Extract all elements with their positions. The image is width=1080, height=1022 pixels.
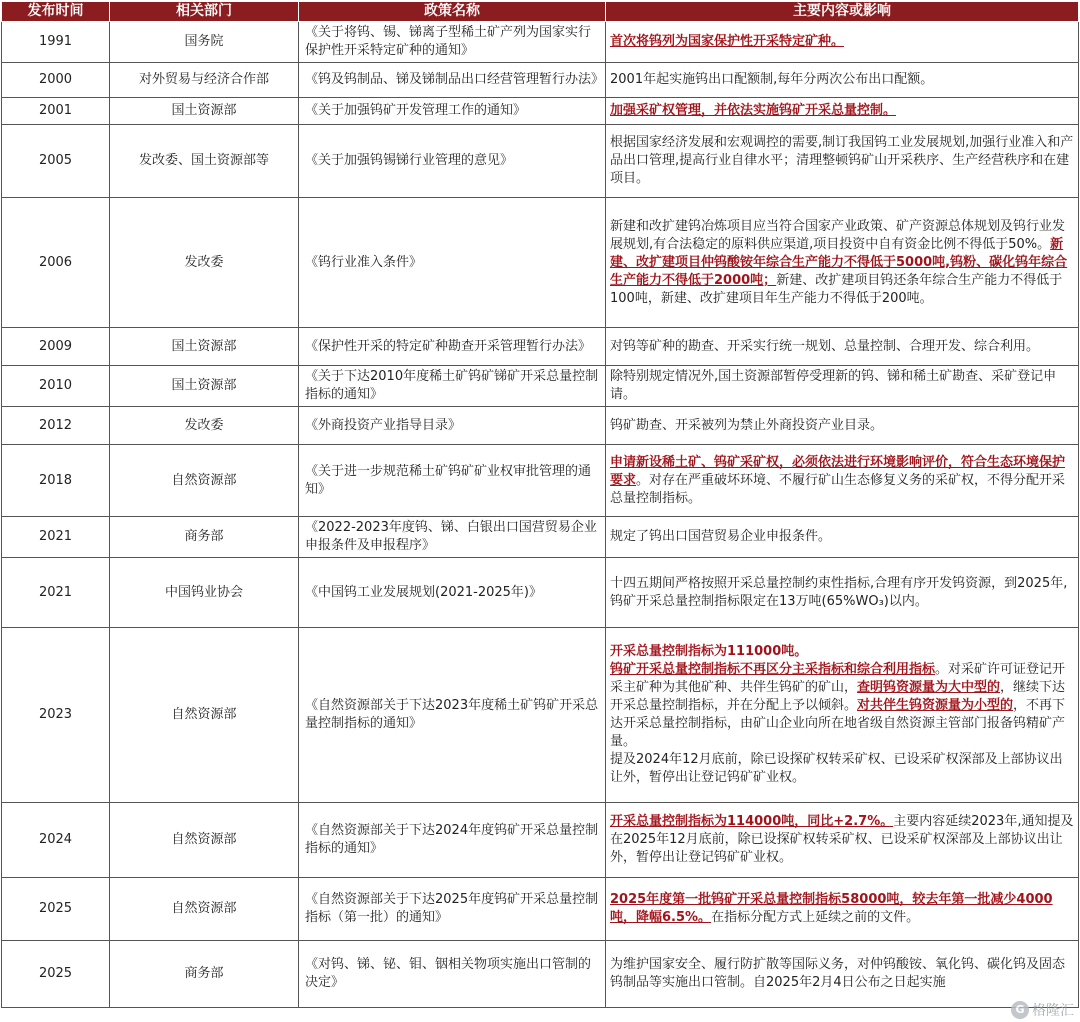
cell-year: 2021 — [2, 558, 110, 628]
table-row — [2, 22, 1079, 63]
cell-content — [606, 445, 1079, 517]
cell-policy-name: 《中国钨工业发展规划(2021-2025年)》 — [299, 558, 606, 628]
cell-content — [606, 941, 1079, 1008]
content-text: 主要内容延续2023年,通知提及在2025年12月底前，除已设探矿权转采矿权、已设采矿权深部及上部协议出让外，暂停出让登记钨矿矿业权。 — [610, 814, 1074, 865]
table-row — [2, 407, 1079, 445]
table-row — [2, 517, 1079, 558]
content-text: 。对存在严重破坏环境、不履行矿山生态修复义务的采矿权，不得分配开采总量控制指标。 — [610, 472, 1066, 506]
highlighted-text: 申请新设稀土矿、钨矿采矿权，必须依法进行环境影响评价，符合生态环境保护要求 — [610, 454, 1066, 488]
cell-department: 国土资源部 — [110, 98, 299, 125]
cell-year: 2012 — [2, 407, 110, 445]
cell-year: 1991 — [2, 22, 110, 63]
cell-policy-name: 《关于将钨、锡、锑离子型稀土矿产列为国家实行保护性开采特定矿种的通知》 — [299, 22, 606, 63]
cell-year: 2005 — [2, 125, 110, 198]
header-department: 相关部门 — [110, 2, 299, 22]
cell-content — [606, 517, 1079, 558]
cell-year: 2001 — [2, 98, 110, 125]
cell-department: 国土资源部 — [110, 328, 299, 366]
content-text: ，不再下达开采总量控制指标，由矿山企业向所在地省级自然资源主管部门报备钨精矿产量。 — [610, 698, 1066, 749]
content-text: 根据国家经济发展和宏观调控的需要,制订我国钨工业发展规划,加强行业准入和产品出口管理,提高行业自律水平；清理整顿钨矿山开采秩序、生产经营秩序和在建项目。 — [610, 135, 1074, 186]
header-policy-name: 政策名称 — [299, 2, 606, 22]
header-row — [2, 2, 1079, 22]
cell-content — [606, 22, 1079, 63]
cell-content — [606, 328, 1079, 366]
content-text: 2001年起实施钨出口配额制,每年分两次公布出口配额。 — [610, 72, 934, 87]
cell-policy-name: 《钨及钨制品、锑及锑制品出口经营管理暂行办法》 — [299, 63, 606, 98]
cell-content — [606, 558, 1079, 628]
cell-department: 发改委、国土资源部等 — [110, 125, 299, 198]
cell-department: 自然资源部 — [110, 628, 299, 803]
content-text: ，继续下达开采总量控制指标，并在分配上予以倾斜。 — [610, 680, 1066, 713]
cell-year: 2025 — [2, 878, 110, 941]
content-text: 。对采矿许可证登记开采主矿种为其他矿种、共伴生钨矿的矿山， — [610, 662, 1066, 695]
watermark-logo-icon: G — [1011, 1001, 1029, 1019]
content-text: 提及2024年12月底前，除已设探矿权转采矿权、已设采矿权深部及上部协议出让外，暂停出让登记钨矿矿业权。 — [610, 752, 1063, 785]
content-text: 规定了钨出口国营贸易企业申报条件。 — [610, 529, 832, 544]
cell-content — [606, 366, 1079, 407]
content-text: 钨矿勘查、开采被列为禁止外商投资产业目录。 — [610, 417, 884, 433]
cell-year: 2021 — [2, 517, 110, 558]
cell-year: 2018 — [2, 445, 110, 517]
table-row — [2, 98, 1079, 125]
cell-year: 2000 — [2, 63, 110, 98]
table-row — [2, 558, 1079, 628]
cell-policy-name: 《2022-2023年度钨、锑、白银出口国营贸易企业申报条件及申报程序》 — [299, 517, 606, 558]
table-row — [2, 628, 1079, 803]
cell-year: 2023 — [2, 628, 110, 803]
content-text: 新建和改扩建钨冶炼项目应当符合国家产业政策、矿产资源总体规划及钨行业发展规划,有合法稳定的原料供应渠道,项目投资中自有资金比例不得低于50%。 — [610, 218, 1066, 252]
cell-content — [606, 803, 1079, 878]
highlighted-text: 钨矿开采总量控制指标不再区分主采指标和综合利用指标 — [610, 662, 936, 677]
cell-department: 对外贸易与经济合作部 — [110, 63, 299, 98]
highlighted-text: 新建、改扩建项目仲钨酸铵年综合生产能力不得低于5000吨,钨粉、碳化钨年综合生产能力不得低于2000吨； — [610, 236, 1068, 288]
cell-year: 2009 — [2, 328, 110, 366]
cell-policy-name: 《保护性开采的特定矿种勘查开采管理暂行办法》 — [299, 328, 606, 366]
cell-content — [606, 198, 1079, 328]
highlighted-text: 开采总量控制指标为114000吨，同比+2.7%。 — [610, 814, 894, 829]
content-text: 十四五期间严格按照开采总量控制约束性指标,合理有序开发钨资源，到2025年,钨矿开采总量控制指标限定在13万吨(65%WO₃)以内。 — [610, 575, 1068, 609]
cell-year: 2006 — [2, 198, 110, 328]
header-content: 主要内容或影响 — [606, 2, 1079, 22]
cell-policy-name: 《自然资源部关于下达2024年度钨矿开采总量控制指标的通知》 — [299, 803, 606, 878]
table-row — [2, 803, 1079, 878]
cell-department: 商务部 — [110, 517, 299, 558]
cell-department: 发改委 — [110, 198, 299, 328]
highlighted-text: 2025年度第一批钨矿开采总量控制指标58000吨，较去年第一批减少4000吨，降幅6.5%。 — [610, 892, 1053, 925]
cell-department: 自然资源部 — [110, 878, 299, 941]
highlighted-text: 对共伴生钨资源量为小型的 — [857, 698, 1014, 713]
table-row — [2, 878, 1079, 941]
cell-year: 2025 — [2, 941, 110, 1008]
cell-department: 中国钨业协会 — [110, 558, 299, 628]
watermark — [1011, 1000, 1074, 1020]
cell-policy-name: 《关于进一步规范稀土矿钨矿矿业权审批管理的通知》 — [299, 445, 606, 517]
policy-table — [1, 1, 1079, 1008]
highlighted-text: 查明钨资源量为大中型的 — [857, 680, 1001, 695]
content-text: 新建、改扩建项目钨还条年综合生产能力不得低于100吨，新建、改扩建项目年生产能力不得低于200吨。 — [610, 272, 1063, 306]
cell-department: 国土资源部 — [110, 366, 299, 407]
content-text: 为维护国家安全、履行防扩散等国际义务，对仲钨酸铵、氧化钨、碳化钨及固态钨制品等实施出口管制。自2025年2月4日公布之日起实施 — [610, 957, 1066, 990]
header-year: 发布时间 — [2, 2, 110, 22]
table-row — [2, 941, 1079, 1008]
watermark-text: 格隆汇 — [1032, 1003, 1074, 1019]
cell-year: 2024 — [2, 803, 110, 878]
cell-department: 商务部 — [110, 941, 299, 1008]
content-text: 对钨等矿种的勘查、开采实行统一规划、总量控制、合理开发、综合利用。 — [610, 338, 1040, 354]
cell-content — [606, 628, 1079, 803]
cell-department: 自然资源部 — [110, 803, 299, 878]
cell-policy-name: 《关于加强钨矿开发管理工作的通知》 — [299, 98, 606, 125]
cell-year: 2010 — [2, 366, 110, 407]
cell-department: 发改委 — [110, 407, 299, 445]
cell-policy-name: 《自然资源部关于下达2025年度钨矿开采总量控制指标（第一批）的通知》 — [299, 878, 606, 941]
cell-policy-name: 《自然资源部关于下达2023年度稀土矿钨矿开采总量控制指标的通知》 — [299, 628, 606, 803]
highlighted-text: 首次将钨列为国家保护性开采特定矿种。 — [610, 34, 845, 49]
cell-content — [606, 878, 1079, 941]
cell-policy-name: 《对钨、锑、铋、钼、铟相关物项实施出口管制的决定》 — [299, 941, 606, 1008]
cell-content — [606, 125, 1079, 198]
content-text: 在指标分配方式上延续之前的文件。 — [711, 910, 920, 925]
table-row — [2, 366, 1079, 407]
cell-department: 自然资源部 — [110, 445, 299, 517]
highlighted-text: 开采总量控制指标为111000吨。 — [610, 644, 808, 659]
table-row — [2, 198, 1079, 328]
content-text: 除特别规定情况外,国土资源部暂停受理新的钨、锑和稀土矿勘查、采矿登记申请。 — [610, 369, 1057, 402]
cell-policy-name: 《钨行业准入条件》 — [299, 198, 606, 328]
cell-department: 国务院 — [110, 22, 299, 63]
cell-content — [606, 98, 1079, 125]
highlighted-text: 加强采矿权管理，并依法实施钨矿开采总量控制。 — [610, 103, 897, 118]
cell-content — [606, 63, 1079, 98]
table-row — [2, 445, 1079, 517]
cell-content — [606, 407, 1079, 445]
cell-policy-name: 《外商投资产业指导目录》 — [299, 407, 606, 445]
cell-policy-name: 《关于下达2010年度稀土矿钨矿锑矿开采总量控制指标的通知》 — [299, 366, 606, 407]
table-row — [2, 63, 1079, 98]
table-row — [2, 125, 1079, 198]
cell-policy-name: 《关于加强钨锡锑行业管理的意见》 — [299, 125, 606, 198]
table-row — [2, 328, 1079, 366]
